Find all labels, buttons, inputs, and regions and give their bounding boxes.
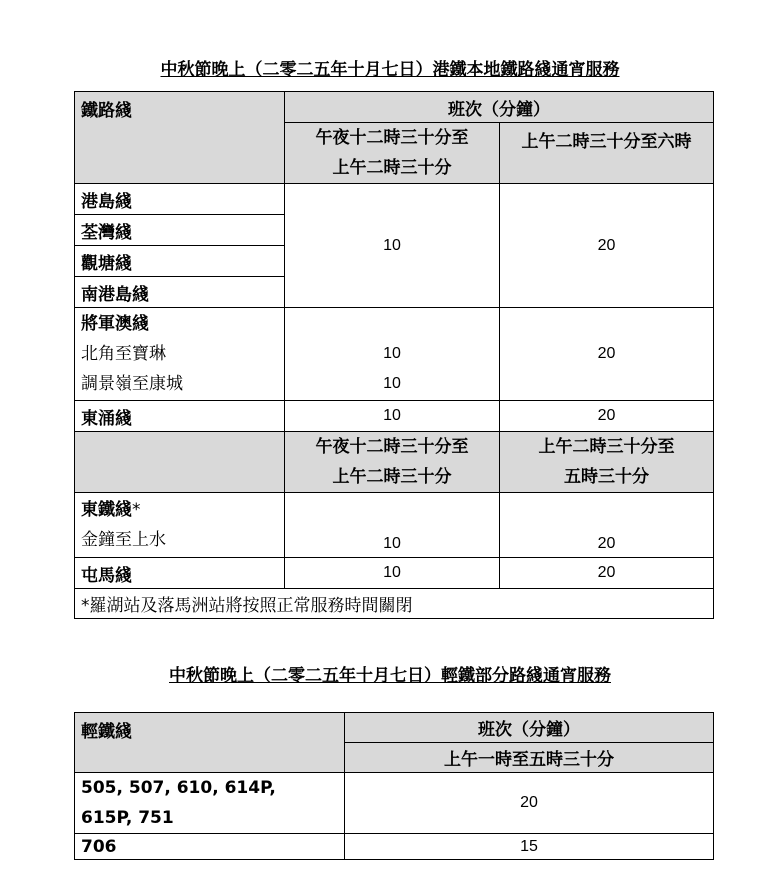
line-twl: 荃灣綫 xyxy=(75,215,285,246)
tko-sub-1: 北角至寶琳 xyxy=(81,344,166,364)
line-ktl: 觀塘綫 xyxy=(75,246,285,277)
light-rail-title: 中秋節晚上（二零二五年十月七日）輕鐵部分路綫通宵服務 xyxy=(169,666,611,686)
tko-freq-1a: 10 xyxy=(383,345,401,362)
tko-freq-1 xyxy=(285,308,500,401)
header-period-1-line-2: 上午二時三十分 xyxy=(332,158,452,178)
eal-name-line xyxy=(81,495,278,525)
group1-freq-1: 10 xyxy=(285,184,500,308)
line-tcl: 東涌綫 xyxy=(75,401,285,432)
tcl-freq-2: 20 xyxy=(500,401,714,432)
tml-freq-2: 20 xyxy=(500,558,714,589)
tko-name: 將軍澳綫 xyxy=(81,314,149,334)
tko-freq-1b: 10 xyxy=(383,375,401,392)
group1-freq-2: 20 xyxy=(500,184,714,308)
lr-routes-row-1 xyxy=(75,773,345,834)
header-period-1 xyxy=(285,123,500,184)
header2-period-1 xyxy=(285,432,500,493)
heavy-rail-title: 中秋節晚上（二零二五年十月七日）港鐵本地鐵路綫通宵服務 xyxy=(160,60,620,80)
tcl-freq-1: 10 xyxy=(285,401,500,432)
tml-freq-1: 10 xyxy=(285,558,500,589)
heavy-rail-table xyxy=(74,91,714,619)
eal-name: 東鐵綫 xyxy=(81,500,132,520)
lr-routes-row-1-line-1: 505, 507, 610, 614P, xyxy=(81,778,276,798)
header2-period-2-line-1: 上午二時三十分至 xyxy=(538,437,675,457)
lr-freq-row-1: 20 xyxy=(345,773,714,834)
lr-routes-row-1-line-2: 615P, 751 xyxy=(81,808,174,828)
eal-freq-2: 20 xyxy=(500,493,714,558)
header-freq-col: 班次（分鐘） xyxy=(285,92,714,123)
lr-freq-row-2: 15 xyxy=(345,834,714,860)
eal-freq-1: 10 xyxy=(285,493,500,558)
eal-mark: * xyxy=(132,500,141,520)
header-period-1-line-1: 午夜十二時三十分至 xyxy=(315,128,469,148)
header2-empty xyxy=(75,432,285,493)
lr-header-period: 上午一時至五時三十分 xyxy=(345,743,714,773)
light-rail-table xyxy=(74,712,714,860)
line-tko xyxy=(75,308,285,401)
lr-header-freq-col: 班次（分鐘） xyxy=(345,713,714,743)
header2-period-2-line-2: 五時三十分 xyxy=(564,467,649,487)
header2-period-2 xyxy=(500,432,714,493)
header2-period-1-line-1: 午夜十二時三十分至 xyxy=(315,437,469,457)
line-sil: 南港島綫 xyxy=(75,277,285,308)
footnote: *羅湖站及落馬洲站將按照正常服務時間關閉 xyxy=(75,589,714,619)
line-tml: 屯馬綫 xyxy=(75,558,285,589)
eal-sub: 金鐘至上水 xyxy=(81,530,166,550)
lr-header-line-col: 輕鐵綫 xyxy=(75,713,345,773)
header-line-col: 鐵路綫 xyxy=(75,92,285,184)
tko-freq-2: 20 xyxy=(500,308,714,401)
lr-routes-row-2: 706 xyxy=(75,834,345,860)
header-period-2: 上午二時三十分至六時 xyxy=(500,123,714,184)
line-eal xyxy=(75,493,285,558)
line-isl: 港島綫 xyxy=(75,184,285,215)
tko-sub-2: 調景嶺至康城 xyxy=(81,374,183,394)
header2-period-1-line-2: 上午二時三十分 xyxy=(332,467,452,487)
